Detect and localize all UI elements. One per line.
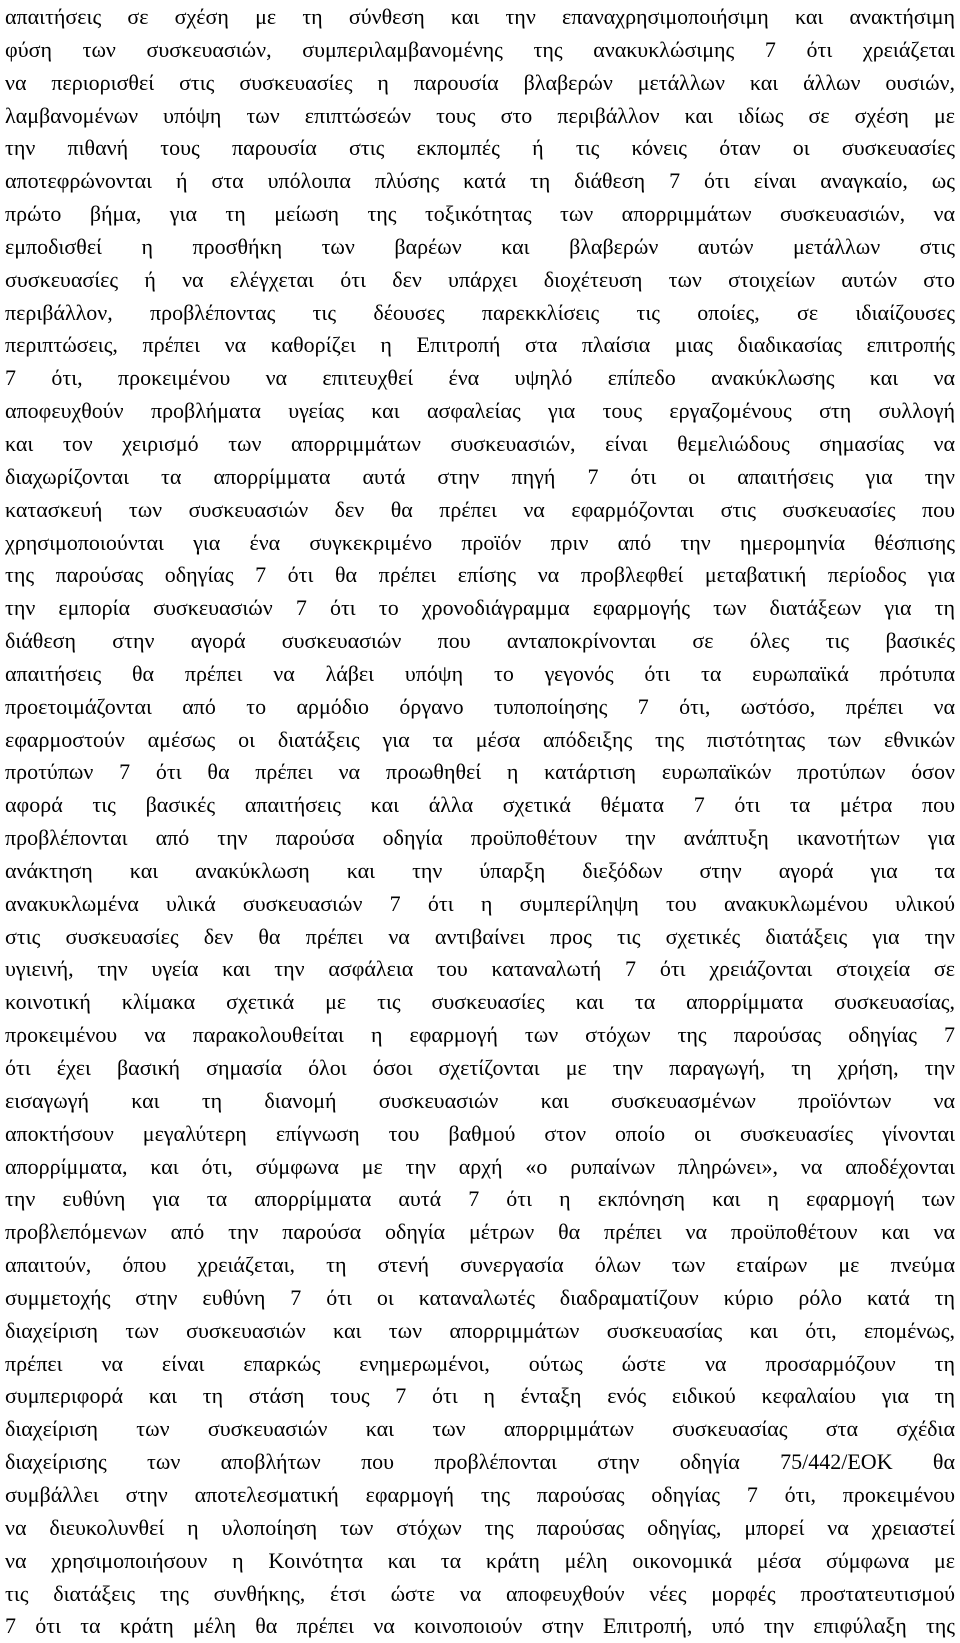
- document-text: [5, 1, 955, 1643]
- text-line: εισαγωγή και τη διανομή συσκευασιών και συσκευασμένων προϊόντων να: [5, 1087, 955, 1113]
- text-line: διαχείρισης των αποβλήτων που προβλέπονται στην οδηγία 75/442/ΕΟΚ θα: [5, 1449, 955, 1475]
- text-line: προτύπων 7 ότι θα πρέπει να προωθηθεί η κατάρτιση ευρωπαϊκών προτύπων όσον: [5, 759, 955, 785]
- text-line: συσκευασίες ή να ελέγχεται ότι δεν υπάρχει διοχέτευση των στοιχείων αυτών στο: [5, 266, 955, 292]
- text-line: 7 ότι, προκειμένου να επιτευχθεί ένα υψηλό επίπεδο ανακύκλωσης και να: [5, 365, 955, 391]
- text-line: πρώτο βήμα, για τη μείωση της τοξικότητας των απορριμμάτων συσκευασιών, να: [5, 201, 955, 227]
- text-line: την εμπορία συσκευασιών 7 ότι το χρονοδιάγραμμα εφαρμογής των διατάξεων για τη: [5, 595, 955, 621]
- text-line: τις διατάξεις της συνθήκης, έτσι ώστε να αποφευχθούν νέες μορφές προστατευτισμού: [5, 1580, 955, 1606]
- text-line: διαχείριση των συσκευασιών και των απορριμμάτων συσκευασίας και ότι, επομένως,: [5, 1317, 955, 1343]
- text-line: διαχείριση των συσκευασιών και των απορριμμάτων συσκευασίας στα σχέδια: [5, 1416, 955, 1442]
- text-line: προκειμένου να παρακολουθείται η εφαρμογή των στόχων της παρούσας οδηγίας 7: [5, 1022, 955, 1048]
- text-line: αφορά τις βασικές απαιτήσεις και άλλα σχετικά θέματα 7 ότι τα μέτρα που: [5, 792, 955, 818]
- text-line: συμπεριφορά και τη στάση τους 7 ότι η ένταξη ενός ειδικού κεφαλαίου για τη: [5, 1383, 955, 1409]
- text-line: εφαρμοστούν αμέσως οι διατάξεις για τα μέσα απόδειξης της πιστότητας των εθνικών: [5, 726, 955, 752]
- text-line: ανάκτηση και ανακύκλωση και την ύπαρξη διεξόδων στην αγορά για τα: [5, 857, 955, 883]
- text-line: να χρησιμοποιήσουν η Κοινότητα και τα κράτη μέλη οικονομικά μέσα σύμφωνα με: [5, 1547, 955, 1573]
- text-line: να διευκολυνθεί η υλοποίηση των στόχων της παρούσας οδηγίας, μπορεί να χρειαστεί: [5, 1514, 955, 1540]
- text-line: την ευθύνη για τα απορρίμματα αυτά 7 ότι η εκπόνηση και η εφαρμογή των: [5, 1186, 955, 1212]
- text-line: ανακυκλωμένα υλικά συσκευασιών 7 ότι η συμπερίληψη του ανακυκλωμένου υλικού: [5, 890, 955, 916]
- text-line: περιβάλλον, προβλέποντας τις δέουσες παρεκκλίσεις τις οποίες, σε ιδιαίζουσες: [5, 299, 955, 325]
- text-line: απαιτήσεις σε σχέση με τη σύνθεση και την επαναχρησιμοποιήσιμη και ανακτήσιμη: [5, 4, 955, 29]
- text-line: απαιτήσεις θα πρέπει να λάβει υπόψη το γεγονός ότι τα ευρωπαϊκά πρότυπα: [5, 660, 955, 686]
- text-line: συμμετοχής στην ευθύνη 7 ότι οι καταναλωτές διαδραματίζουν κύριο ρόλο κατά τη: [5, 1284, 955, 1310]
- text-line: χρησιμοποιούνται για ένα συγκεκριμένο προϊόν πριν από την ημερομηνία θέσπισης: [5, 529, 955, 555]
- text-line: και τον χειρισμό των απορριμμάτων συσκευασιών, είναι θεμελιώδους σημασίας να: [5, 430, 955, 456]
- text-line: προβλεπόμενων από την παρούσα οδηγία μέτρων θα πρέπει να προϋποθέτουν και να: [5, 1219, 955, 1245]
- text-line: την πιθανή τους παρουσία στις εκπομπές ή τις κόνεις όταν οι συσκευασίες: [5, 135, 955, 161]
- text-line: διαχωρίζονται τα απορρίμματα αυτά στην πηγή 7 ότι οι απαιτήσεις για την: [5, 463, 955, 489]
- text-line: της παρούσας οδηγίας 7 ότι θα πρέπει επίσης να προβλεφθεί μεταβατική περίοδος για: [5, 562, 955, 588]
- text-line: ότι έχει βασική σημασία όλοι όσοι σχετίζονται με την παραγωγή, τη χρήση, την: [5, 1055, 955, 1080]
- text-line: κατασκευή των συσκευασιών δεν θα πρέπει να εφαρμόζονται στις συσκευασίες που: [5, 496, 955, 522]
- text-line: απορρίμματα, και ότι, σύμφωνα με την αρχή «ο ρυπαίνων πληρώνει», να αποδέχονται: [5, 1153, 955, 1179]
- text-line: αποκτήσουν μεγαλύτερη επίγνωση του βαθμού στον οποίο οι συσκευασίες γίνονται: [5, 1120, 955, 1146]
- text-line: να περιορισθεί στις συσκευασίες η παρουσία βλαβερών μετάλλων και άλλων ουσιών,: [5, 69, 955, 95]
- text-line: υγιεινή, την υγεία και την ασφάλεια του καταναλωτή 7 ότι χρειάζονται στοιχεία σε: [5, 956, 955, 982]
- text-line: 7 ότι τα κράτη μέλη θα πρέπει να κοινοποιούν στην Επιτροπή, υπό την επιφύλαξη της: [5, 1613, 955, 1639]
- text-line: διάθεση στην αγορά συσκευασιών που ανταποκρίνονται σε όλες τις βασικές: [5, 628, 955, 654]
- text-line: περιπτώσεις, πρέπει να καθορίζει η Επιτροπή στα πλαίσια μιας διαδικασίας επιτροπής: [5, 332, 955, 358]
- text-line: στις συσκευασίες δεν θα πρέπει να αντιβαίνει προς τις σχετικές διατάξεις για την: [5, 923, 955, 949]
- text-line: συμβάλλει στην αποτελεσματική εφαρμογή της παρούσας οδηγίας 7 ότι, προκειμένου: [5, 1481, 955, 1507]
- text-line: απαιτούν, όπου χρειάζεται, τη στενή συνεργασία όλων των εταίρων με πνεύμα: [5, 1252, 955, 1278]
- text-line: κοινοτική κλίμακα σχετικά με τις συσκευασίες και τα απορρίμματα συσκευασίας,: [5, 989, 955, 1015]
- text-line: προβλέπονται από την παρούσα οδηγία προϋποθέτουν την ανάπτυξη ικανοτήτων για: [5, 825, 955, 851]
- text-line: πρέπει να είναι επαρκώς ενημερωμένοι, ούτως ώστε να προσαρμόζουν τη: [5, 1350, 955, 1376]
- text-line: προετοιμάζονται από το αρμόδιο όργανο τυποποίησης 7 ότι, ωστόσο, πρέπει να: [5, 693, 955, 719]
- text-line: φύση των συσκευασιών, συμπεριλαμβανομένης της ανακυκλώσιμης 7 ότι χρειάζεται: [5, 36, 955, 62]
- text-line: αποτεφρώνονται ή στα υπόλοιπα πλύσης κατά τη διάθεση 7 ότι είναι αναγκαίο, ως: [5, 168, 955, 194]
- text-line: εμποδισθεί η προσθήκη των βαρέων και βλαβερών αυτών μετάλλων στις: [5, 233, 955, 259]
- text-line: αποφευχθούν προβλήματα υγείας και ασφαλείας για τους εργαζομένους στη συλλογή: [5, 398, 955, 424]
- text-line: λαμβανομένων υπόψη των επιπτώσεών τους στο περιβάλλον και ιδίως σε σχέση με: [5, 102, 955, 128]
